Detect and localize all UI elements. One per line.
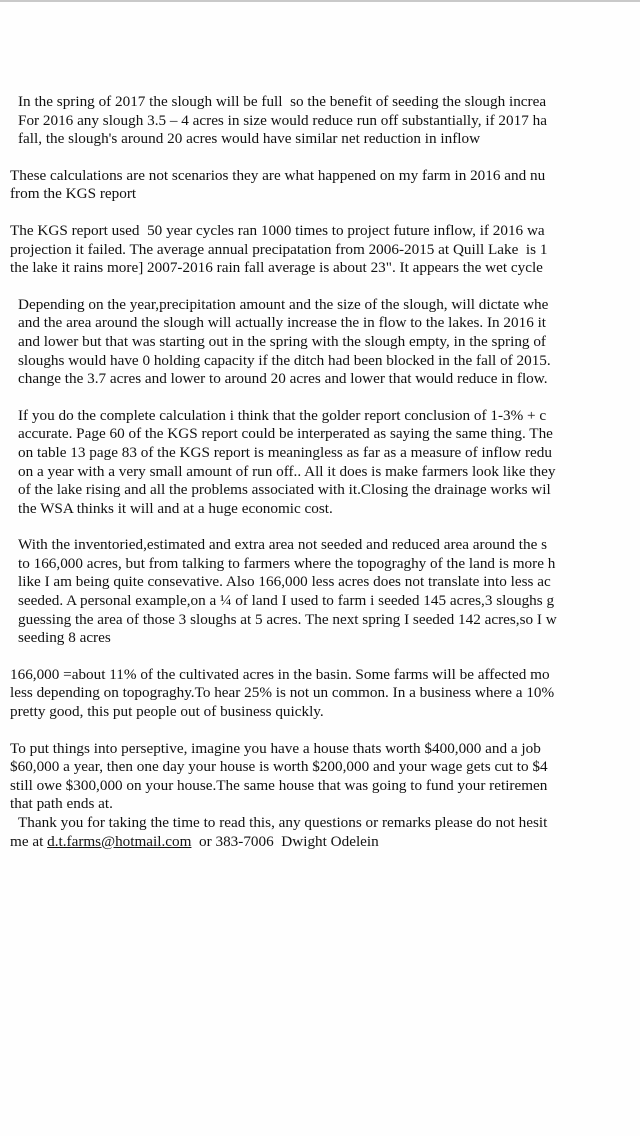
- contact-line: [10, 833, 640, 852]
- text-line: on a year with a very small amount of run off.. All it does is make farmers look like they: [18, 462, 556, 480]
- paragraph-calculations: [10, 167, 640, 204]
- text-line: pretty good, this put people out of business quickly.: [10, 703, 324, 721]
- text-line: of the lake rising and all the problems associated with it.Closing the drainage works wil: [18, 481, 551, 499]
- text-line: still owe $300,000 on your house.The same house that was going to fund your retiremen: [10, 776, 548, 794]
- text-line: from the KGS report: [10, 185, 137, 203]
- paragraph-kgs-report: [10, 222, 640, 278]
- text-line: $60,000 a year, then one day your house is worth $200,000 and your wage gets cut to $4: [10, 758, 548, 776]
- paragraph-precipitation: [10, 296, 640, 389]
- text-line: sloughs would have 0 holding capacity if the ditch had been blocked in the fall of 2015.: [18, 351, 551, 369]
- contact-suffix: or 383-7006 Dwight Odelein: [191, 832, 379, 850]
- page-top-edge: [0, 0, 640, 2]
- text-line: to 166,000 acres, but from talking to farmers where the topograghy of the land is more h: [18, 554, 556, 572]
- text-line: These calculations are not scenarios they are what happened on my farm in 2016 and nu: [10, 166, 546, 184]
- paragraph-perspective: [10, 740, 640, 814]
- text-line: To put things into perseptive, imagine you have a house thats worth $400,000 and a job: [10, 739, 541, 757]
- text-line: guessing the area of those 3 sloughs at 5 acres. The next spring I seeded 142 acres,so I w: [18, 610, 557, 628]
- text-line: seeded. A personal example,on a ¼ of land I used to farm i seeded 145 acres,3 sloughs g: [18, 592, 555, 610]
- text-line: and the area around the slough will actually increase the in flow to the lakes. In 2016 it: [18, 314, 547, 332]
- text-line: on table 13 page 83 of the KGS report is meaningless as far as a measure of inflow redu: [18, 443, 552, 461]
- text-line: accurate. Page 60 of the KGS report could be interperated as saying the same thing. The: [18, 425, 553, 443]
- text-line: For 2016 any slough 3.5 – 4 acres in size would reduce run off substantially, if 2017 ha: [18, 111, 547, 129]
- text-line: fall, the slough's around 20 acres would have similar net reduction in inflow: [18, 130, 481, 148]
- text-line: 166,000 =about 11% of the cultivated acres in the basin. Some farms will be affected mo: [10, 665, 550, 683]
- contact-prefix: me at: [10, 832, 48, 850]
- text-line: like I am being quite consevative. Also 166,000 less acres does not translate into less ac: [18, 573, 551, 591]
- text-line: If you do the complete calculation i think that the golder report conclusion of 1-3% + c: [18, 406, 547, 424]
- text-line: Depending on the year,precipitation amount and the size of the slough, will dictate whe: [18, 295, 549, 313]
- text-line: the lake it rains more] 2007-2016 rain fall average is about 23". It appears the wet cycle: [10, 259, 543, 277]
- closing-paragraph: [10, 814, 640, 851]
- paragraph-cultivated-acres: [10, 666, 640, 722]
- text-line: the WSA thinks it will and at a huge economic cost.: [18, 499, 333, 517]
- email-link[interactable]: d.t.farms@hotmail.com: [47, 832, 192, 850]
- paragraph-golder-report: [10, 407, 640, 519]
- paragraph-inventoried-acres: [10, 536, 640, 648]
- text-line: With the inventoried,estimated and extra area not seeded and reduced area around the s: [18, 536, 548, 554]
- text-line: change the 3.7 acres and lower to around 20 acres and lower that would reduce in flow.: [18, 370, 548, 388]
- text-line: less depending on topograghy.To hear 25% is not un common. In a business where a 10%: [10, 684, 555, 702]
- text-line: and lower but that was starting out in the spring with the slough empty, in the spring of: [18, 332, 546, 350]
- letter-body: [10, 93, 640, 851]
- text-line: projection it failed. The average annual precipatation from 2006-2015 at Quill Lake is 1: [10, 240, 548, 258]
- text-line: seeding 8 acres: [18, 629, 111, 647]
- text-line: that path ends at.: [10, 795, 113, 813]
- paragraph-slough-spring-2017: [10, 93, 640, 149]
- text-line: The KGS report used 50 year cycles ran 1000 times to project future inflow, if 2016 wa: [10, 221, 545, 239]
- text-line: In the spring of 2017 the slough will be full so the benefit of seeding the slough increa: [18, 93, 547, 110]
- closing-line: Thank you for taking the time to read this, any questions or remarks please do not hesit: [18, 814, 548, 831]
